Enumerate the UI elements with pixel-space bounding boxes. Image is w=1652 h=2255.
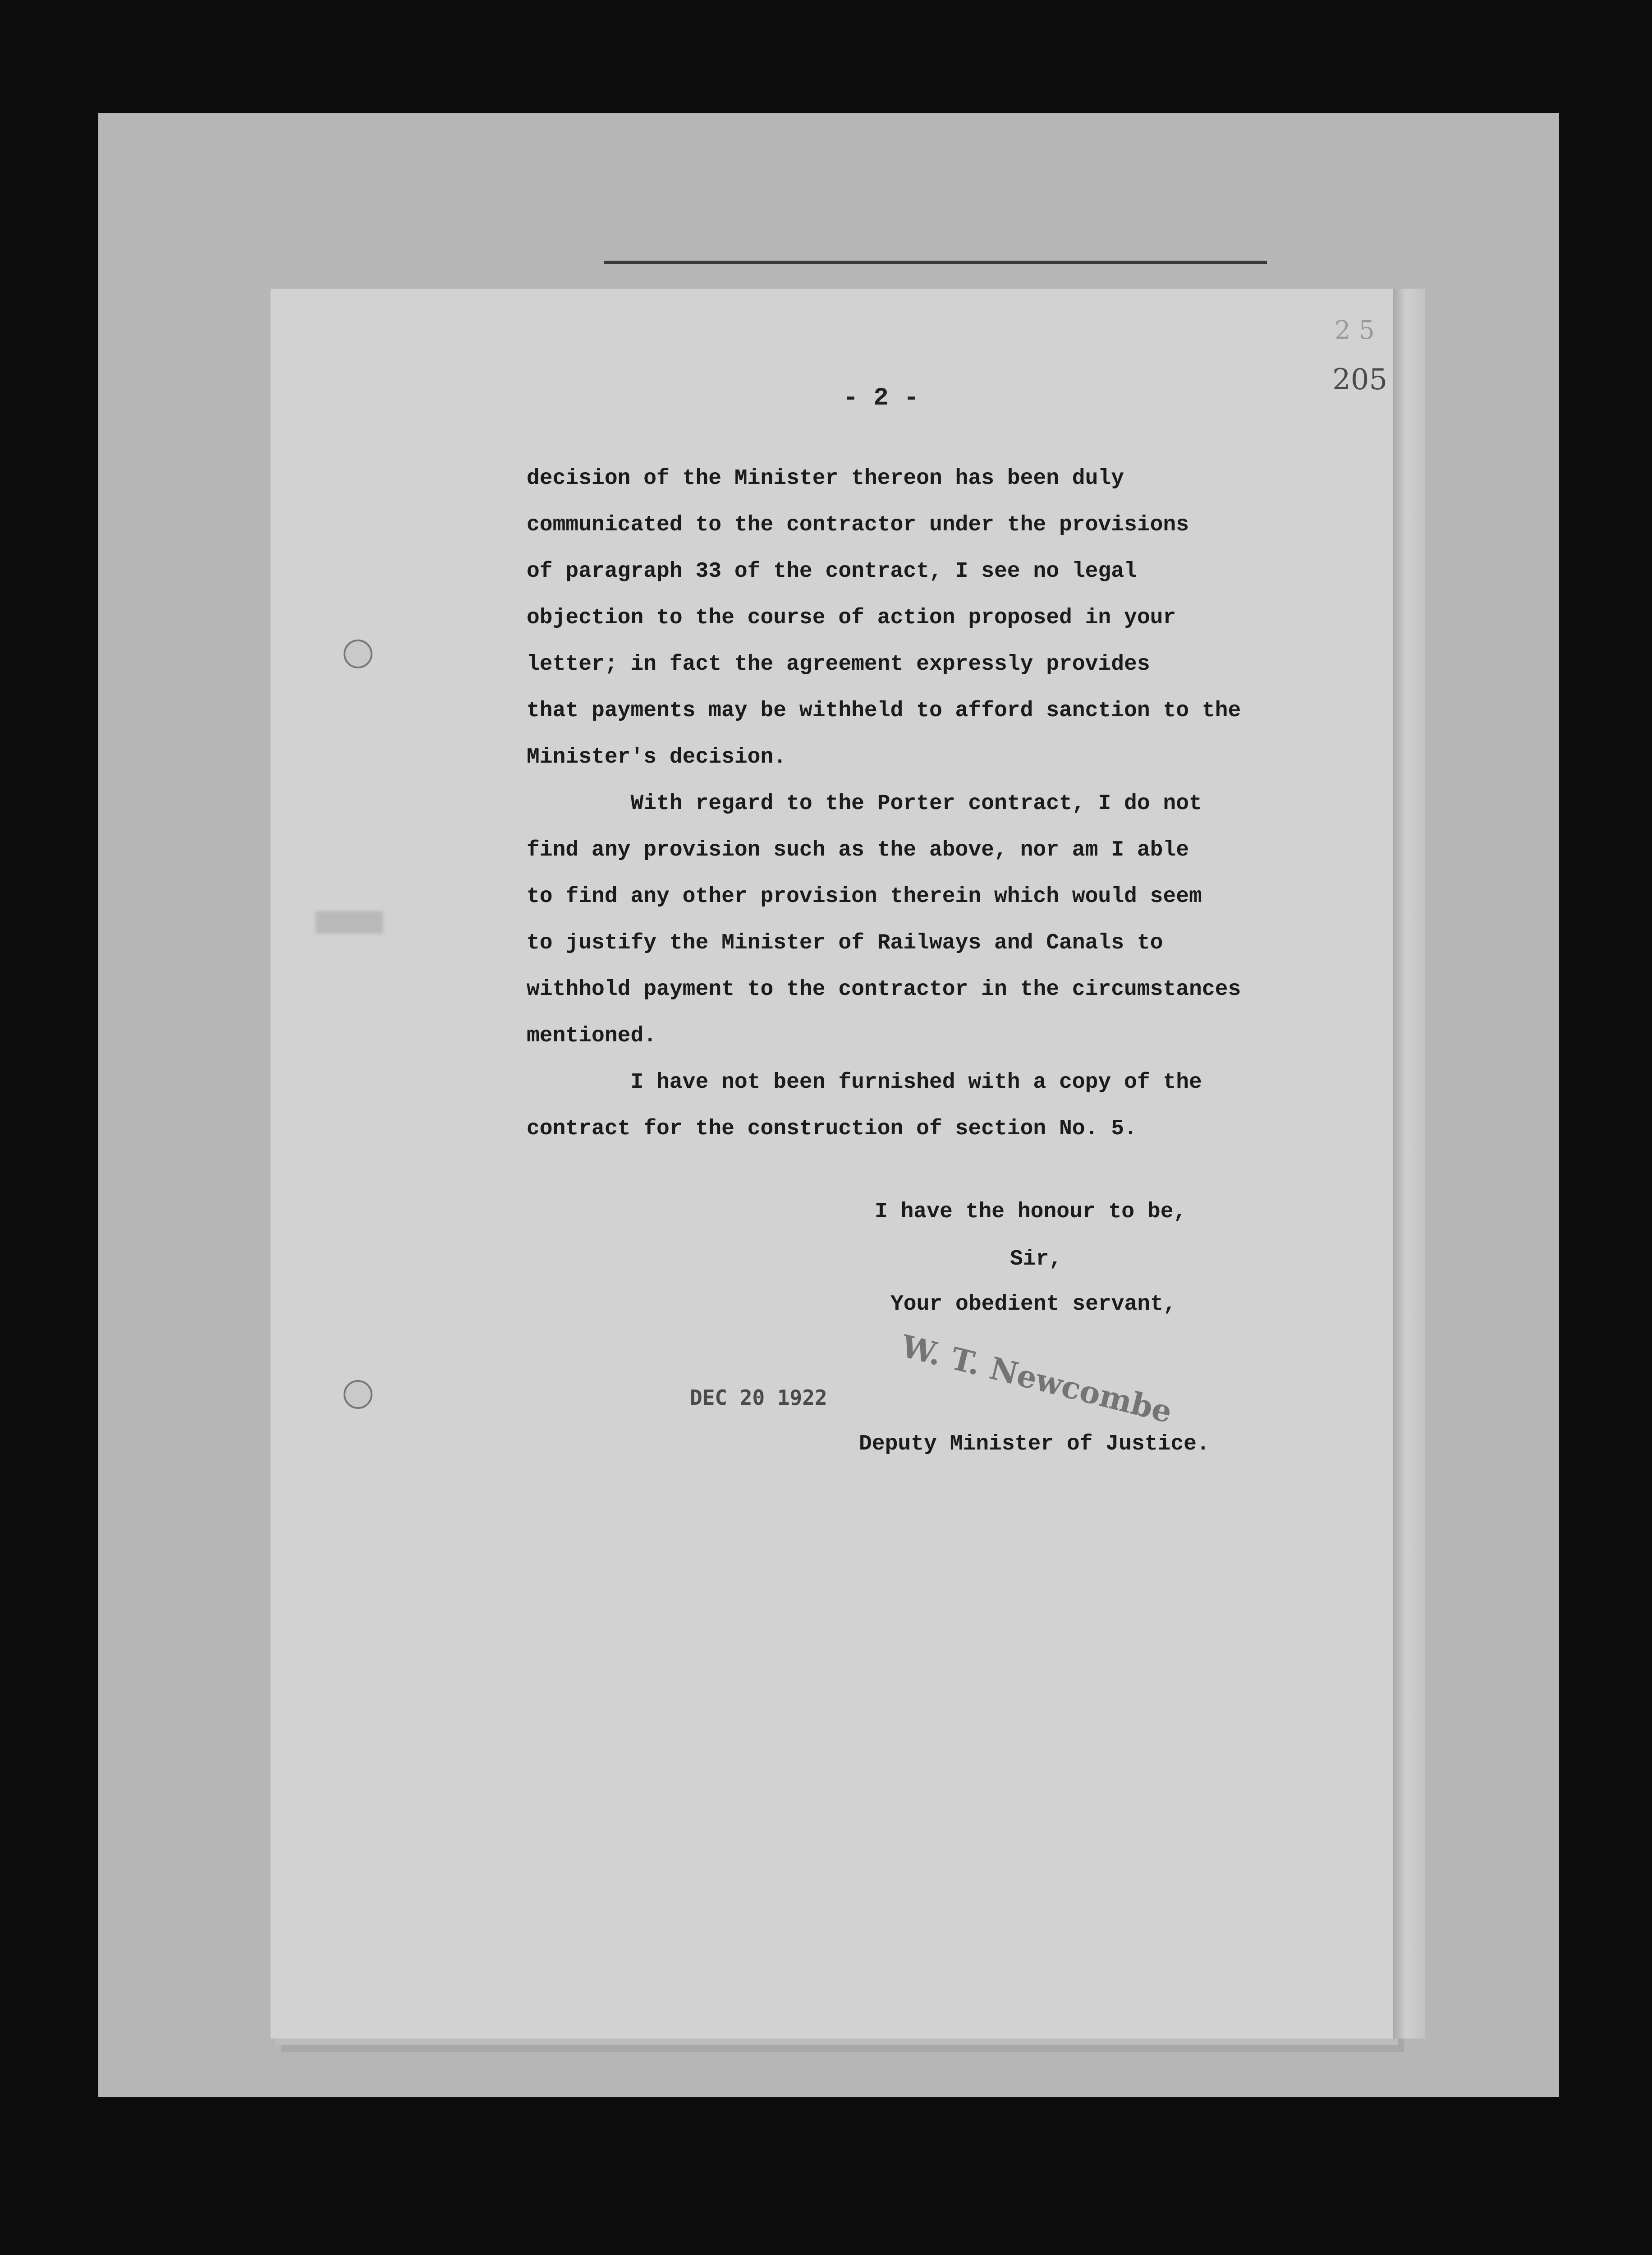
body-line: of paragraph 33 of the contract, I see no legal [527,559,1137,584]
signature: W. T. Newcombe [897,1328,1176,1431]
body-line: to find any other provision therein which would seem [527,884,1202,909]
closing-sir: Sir, [1010,1247,1062,1271]
closing-salutation: I have the honour to be, [875,1200,1187,1224]
closing-servant: Your obedient servant, [890,1292,1176,1316]
body-line: With regard to the Porter contract, I do not [527,792,1202,816]
paper-smudge [316,911,383,934]
body-line: communicated to the contractor under the provisions [527,513,1189,537]
body-line: to justify the Minister of Railways and Canals to [527,931,1163,955]
body-line: find any provision such as the above, nor am I able [527,838,1189,862]
body-line: decision of the Minister thereon has been duly [527,466,1124,491]
date-stamp: DEC 20 1922 [690,1385,827,1410]
letter-body [527,456,1241,1152]
page-number: - 2 - [843,383,919,412]
body-line: Minister's decision. [527,745,787,769]
page-edge-shadow [1393,289,1425,2039]
folio-number: 205 [1332,363,1388,396]
body-line: letter; in fact the agreement expressly provides [527,652,1150,676]
body-line: withhold payment to the contractor in the circumstances [527,977,1241,1002]
body-line: contract for the construction of section No. 5. [527,1117,1137,1141]
body-line: that payments may be withheld to afford sanction to the [527,699,1241,723]
folio-number-faint: 2 5 [1335,316,1375,345]
body-line: I have not been furnished with a copy of the [527,1070,1202,1095]
page-divider-line [604,261,1267,264]
punch-hole [344,640,372,668]
signatory-title: Deputy Minister of Justice. [859,1432,1210,1456]
punch-hole [344,1380,372,1409]
body-line: objection to the course of action proposed in your [527,606,1176,630]
body-line: mentioned. [527,1024,657,1048]
